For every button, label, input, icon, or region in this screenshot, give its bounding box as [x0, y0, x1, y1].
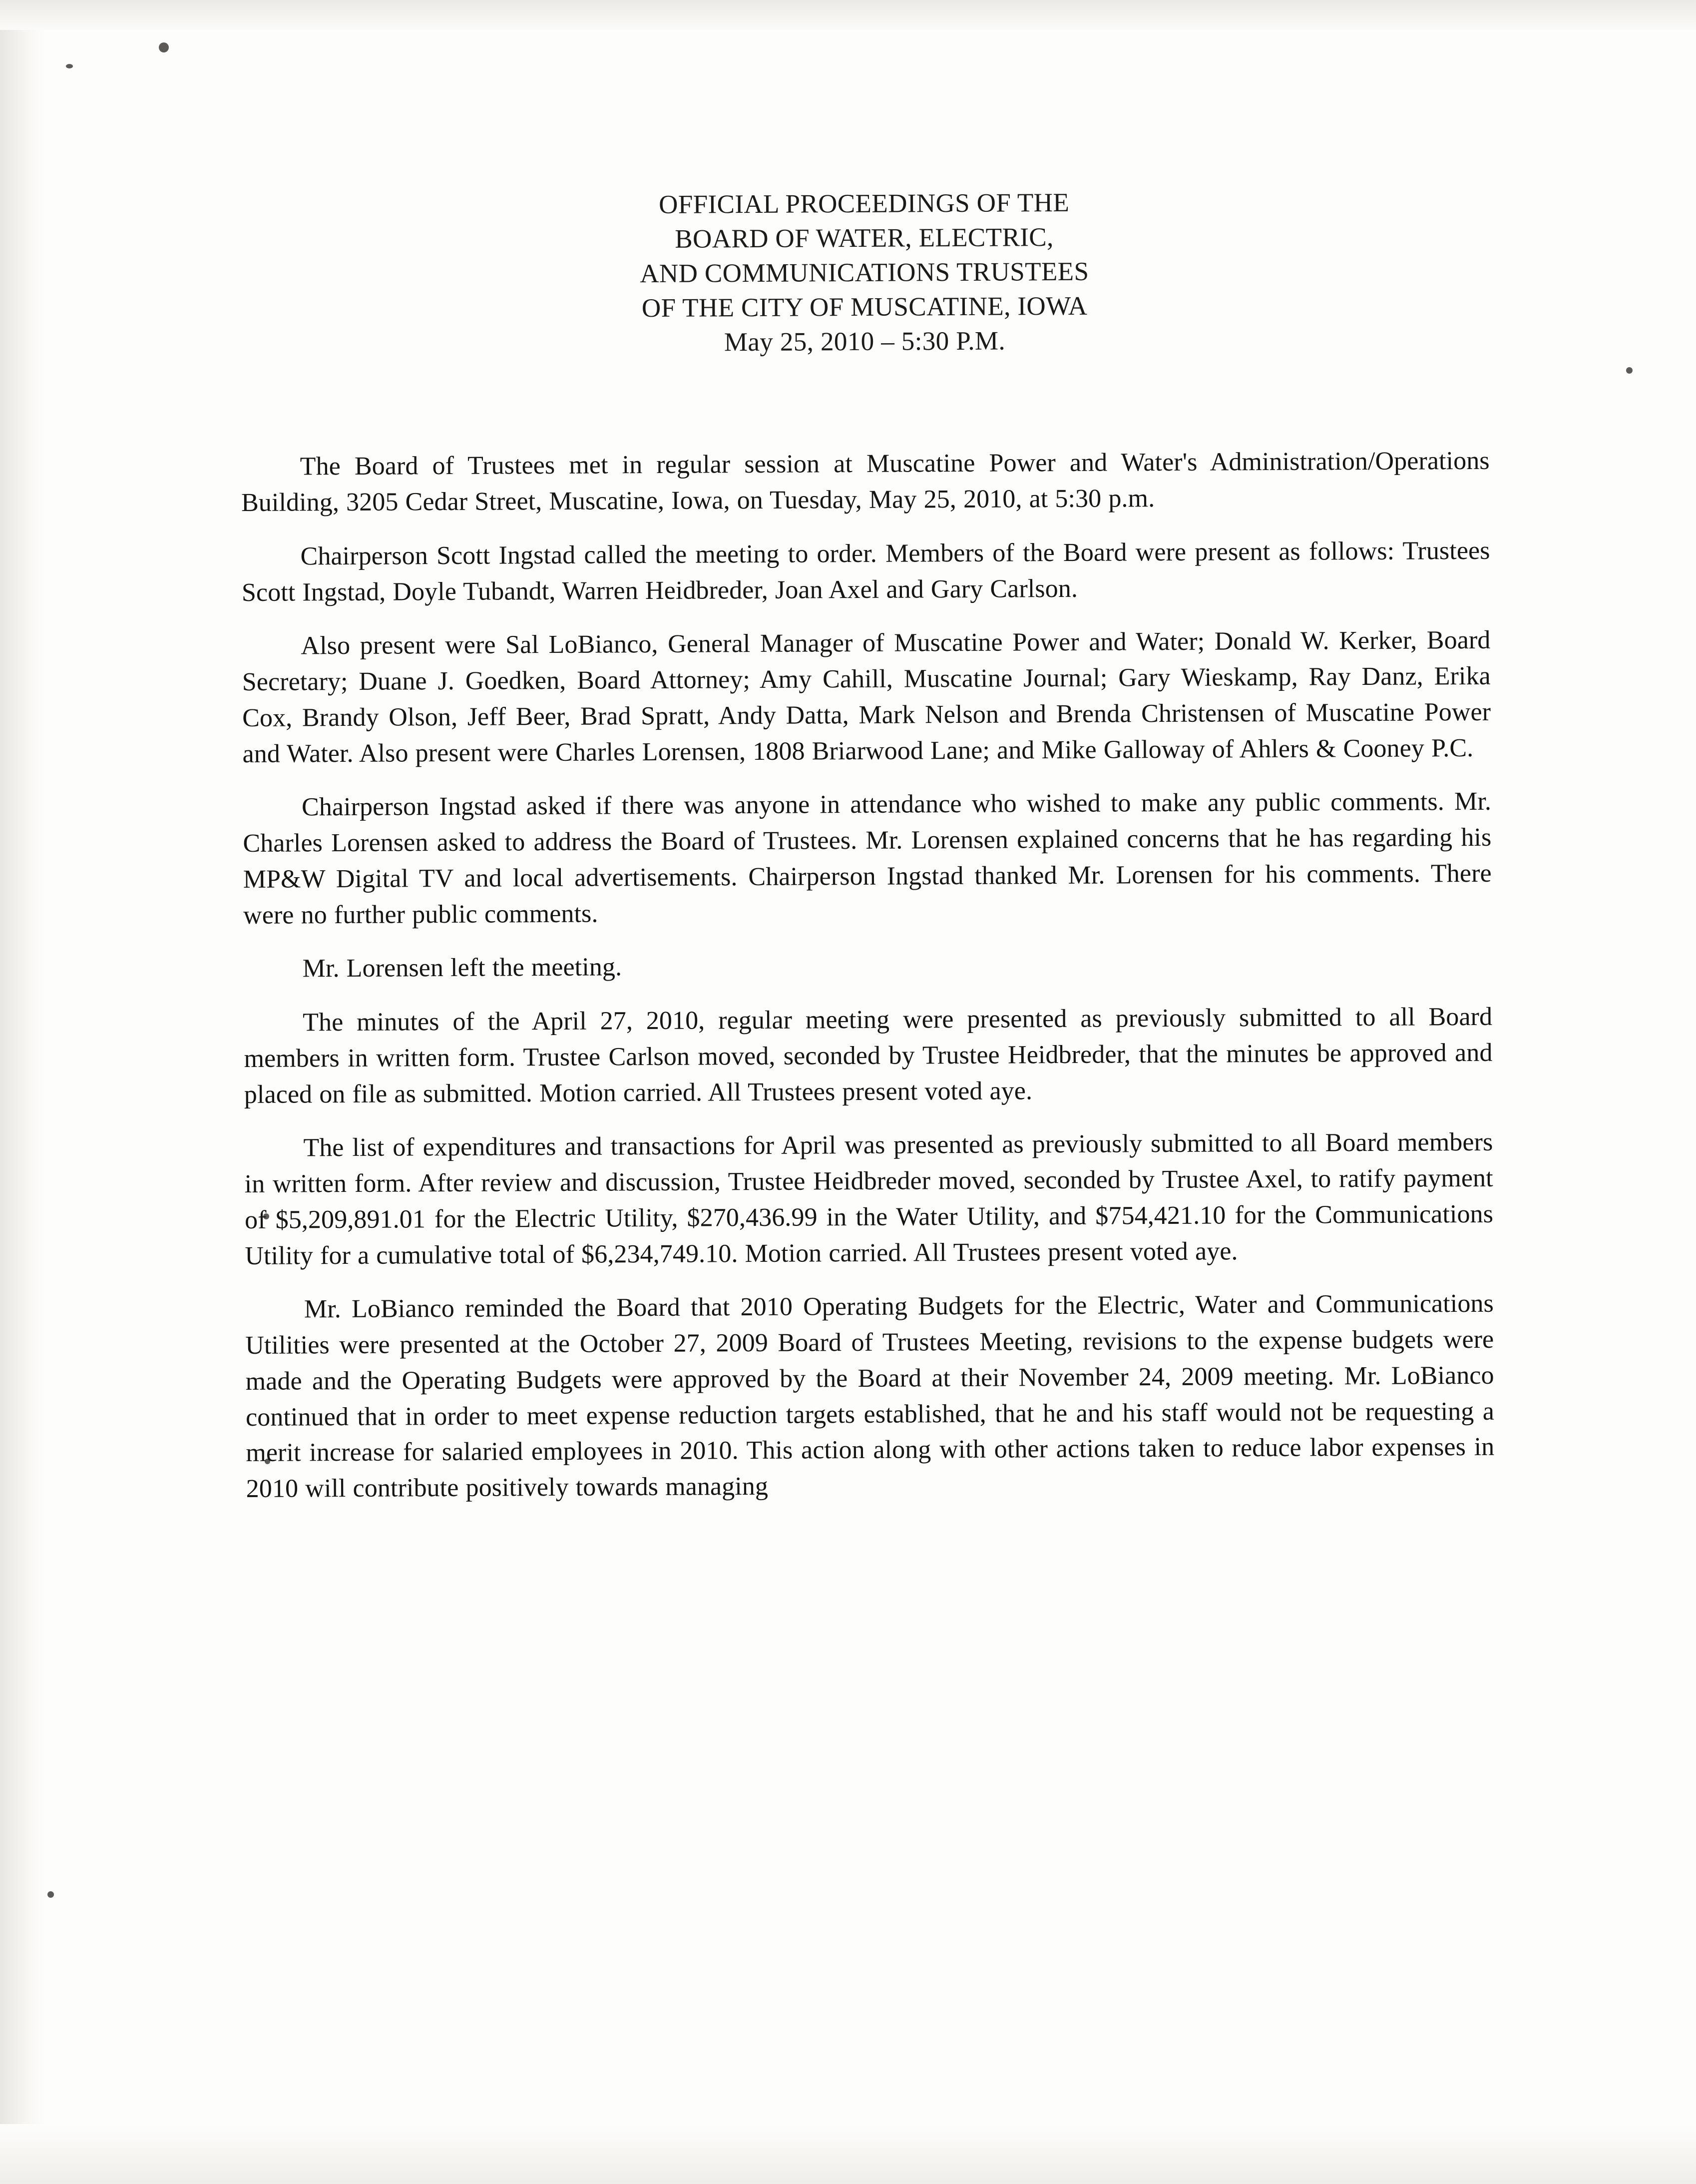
scan-speck: [66, 64, 73, 68]
document-title: [240, 184, 1489, 362]
paragraph: The list of expenditures and transactions for April was presented as previously submitted to all Board members in written form. After review and discussion, Trustee Heidbreder moved, seconded by Trustee Axel, to ratify payment of $5,209,891.01 for the Electric Utility, $270,436.99 in the Water Utility, and $754,421.10 for the Communications Utility for a cumulative total of $6,234,749.10. Motion carried. All Trustees present voted aye.: [244, 1128, 1494, 1270]
paragraph: Chairperson Ingstad asked if there was anyone in attendance who wished to make any public comments. Mr. Charles Lorensen asked to address the Board of Trustees. Mr. Lorensen explained concerns that he has regarding his MP&W Digital TV and local advertisements. Chairperson Ingstad thanked Mr. Lorensen for his comments. There were no further public comments.: [243, 787, 1492, 930]
paragraph: The Board of Trustees met in regular session at Muscatine Power and Water's Administration/Operations Building, 3205 Cedar Street, Muscatine, Iowa, on Tuesday, May 25, 2010, at 5:30 p.m.: [241, 447, 1490, 518]
paragraph: Also present were Sal LoBianco, General Manager of Muscatine Power and Water; Donald W. Kerker, Board Secretary; Duane J. Goedken, Board Attorney; Amy Cahill, Muscatine Journal; Gary Wieskamp, Ray Danz, Erika Cox, Brandy Olson, Jeff Beer, Brad Spratt, Andy Datta, Mark Nelson and Brenda Christensen of Muscatine Power and Water. Also present were Charles Lorensen, 1808 Briarwood Lane; and Mike Galloway of Ahlers & Cooney P.C.: [242, 626, 1491, 768]
scan-edge-shading-left: [0, 0, 45, 2184]
paragraph: Mr. Lorensen left the meeting.: [302, 953, 622, 983]
title-line-2: BOARD OF WATER, ELECTRIC,: [675, 222, 1054, 254]
scan-speck: [1626, 367, 1633, 374]
paragraph: Mr. LoBianco reminded the Board that 2010 Operating Budgets for the Electric, Water and Communications Utilities were presented at the October 27, 2009 Board of Trustees Meeting, revisions to the expense budgets were made and the Operating Budgets were approved by the Board at their November 24, 2009 meeting. Mr. LoBianco continued that in order to meet expense reduction targets established, that he and his staff would not be requesting a merit increase for salaried employees in 2010. This action along with other actions taken to reduce labor expenses in 2010 will contribute positively towards managing: [245, 1289, 1495, 1504]
scan-speck: [47, 1891, 54, 1898]
document-paragraphs: [241, 443, 1495, 1507]
title-line-4: OF THE CITY OF MUSCATINE, IOWA: [641, 291, 1088, 323]
scan-edge-shading-bottom: [0, 2124, 1696, 2184]
paragraph: The minutes of the April 27, 2010, regular meeting were presented as previously submitted to all Board members in written form. Trustee Carlson moved, seconded by Trustee Heidbreder, that the minutes be approved and placed on file as submitted. Motion carried. All Trustees present voted aye.: [244, 1002, 1493, 1109]
scan-edge-shading-top: [0, 0, 1696, 30]
title-line-5: May 25, 2010 – 5:30 P.M.: [724, 326, 1006, 357]
document-body: [240, 184, 1495, 1507]
scan-speck: [159, 42, 169, 52]
title-line-3: AND COMMUNICATIONS TRUSTEES: [640, 257, 1089, 288]
title-line-1: OFFICIAL PROCEEDINGS OF THE: [658, 188, 1070, 219]
paragraph: Chairperson Scott Ingstad called the meeting to order. Members of the Board were present as follows: Trustees Scott Ingstad, Doyle Tubandt, Warren Heidbreder, Joan Axel and Gary Carlson.: [241, 536, 1490, 607]
